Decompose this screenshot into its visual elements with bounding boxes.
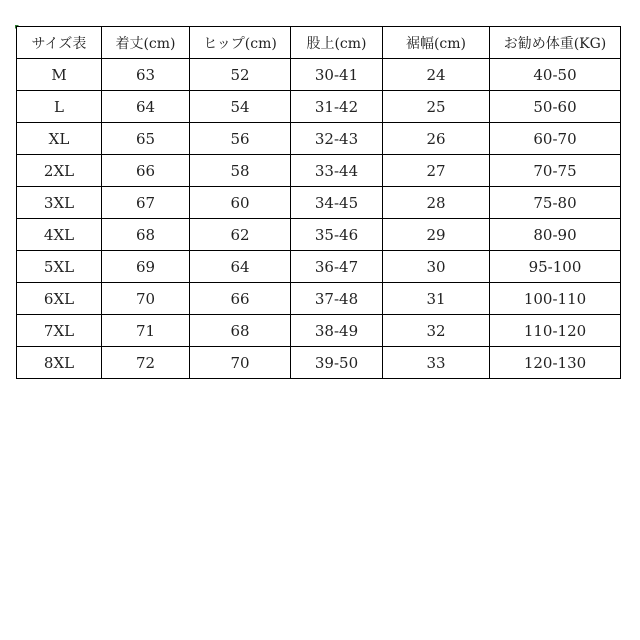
cell-rise: 35-46 [291,219,383,251]
cell-length: 69 [102,251,190,283]
cell-hem-width: 25 [383,91,490,123]
cell-size: 5XL [17,251,102,283]
cell-size: 8XL [17,347,102,379]
cell-rise: 32-43 [291,123,383,155]
cell-length: 66 [102,155,190,187]
table-row [17,123,621,155]
cell-recommended-weight: 100-110 [490,283,621,315]
cell-hem-width: 32 [383,315,490,347]
cell-recommended-weight: 80-90 [490,219,621,251]
cell-hip: 62 [190,219,291,251]
table-row [17,347,621,379]
cell-hip: 70 [190,347,291,379]
cell-length: 71 [102,315,190,347]
cell-recommended-weight: 110-120 [490,315,621,347]
table-row [17,219,621,251]
cell-size: M [17,59,102,91]
cell-rise: 37-48 [291,283,383,315]
header-size: サイズ表 [17,27,102,59]
cell-hem-width: 28 [383,187,490,219]
table-row [17,155,621,187]
cell-hip: 56 [190,123,291,155]
cell-recommended-weight: 50-60 [490,91,621,123]
cell-hem-width: 24 [383,59,490,91]
cell-hem-width: 30 [383,251,490,283]
cell-hip: 58 [190,155,291,187]
cell-recommended-weight: 75-80 [490,187,621,219]
cell-hip: 54 [190,91,291,123]
cell-recommended-weight: 95-100 [490,251,621,283]
cell-hem-width: 31 [383,283,490,315]
cell-length: 64 [102,91,190,123]
table-row [17,91,621,123]
cell-recommended-weight: 120-130 [490,347,621,379]
cell-size: 4XL [17,219,102,251]
cell-size: L [17,91,102,123]
cell-hem-width: 27 [383,155,490,187]
cell-hip: 52 [190,59,291,91]
cell-length: 70 [102,283,190,315]
table-row [17,283,621,315]
table-header-row [17,27,621,59]
header-hem-width: 裾幅(cm) [383,27,490,59]
cell-length: 67 [102,187,190,219]
cell-hip: 68 [190,315,291,347]
header-recommended-weight: お勧め体重(KG) [490,27,621,59]
table-row [17,315,621,347]
cell-recommended-weight: 40-50 [490,59,621,91]
cell-recommended-weight: 60-70 [490,123,621,155]
cell-size: XL [17,123,102,155]
cell-rise: 39-50 [291,347,383,379]
cell-rise: 30-41 [291,59,383,91]
cell-hem-width: 29 [383,219,490,251]
cell-size: 7XL [17,315,102,347]
cell-rise: 36-47 [291,251,383,283]
cell-recommended-weight: 70-75 [490,155,621,187]
cell-size: 2XL [17,155,102,187]
header-hip: ヒップ(cm) [190,27,291,59]
cell-rise: 31-42 [291,91,383,123]
cell-length: 63 [102,59,190,91]
cell-hem-width: 33 [383,347,490,379]
cell-size: 6XL [17,283,102,315]
header-length: 着丈(cm) [102,27,190,59]
table-row [17,59,621,91]
size-chart-table [16,26,621,379]
header-rise: 股上(cm) [291,27,383,59]
table-row [17,251,621,283]
cell-hip: 66 [190,283,291,315]
cell-length: 68 [102,219,190,251]
cell-rise: 33-44 [291,155,383,187]
cell-size: 3XL [17,187,102,219]
cell-hip: 64 [190,251,291,283]
cell-rise: 38-49 [291,315,383,347]
cell-rise: 34-45 [291,187,383,219]
cell-hem-width: 26 [383,123,490,155]
cell-length: 65 [102,123,190,155]
cell-length: 72 [102,347,190,379]
cell-hip: 60 [190,187,291,219]
table-row [17,187,621,219]
